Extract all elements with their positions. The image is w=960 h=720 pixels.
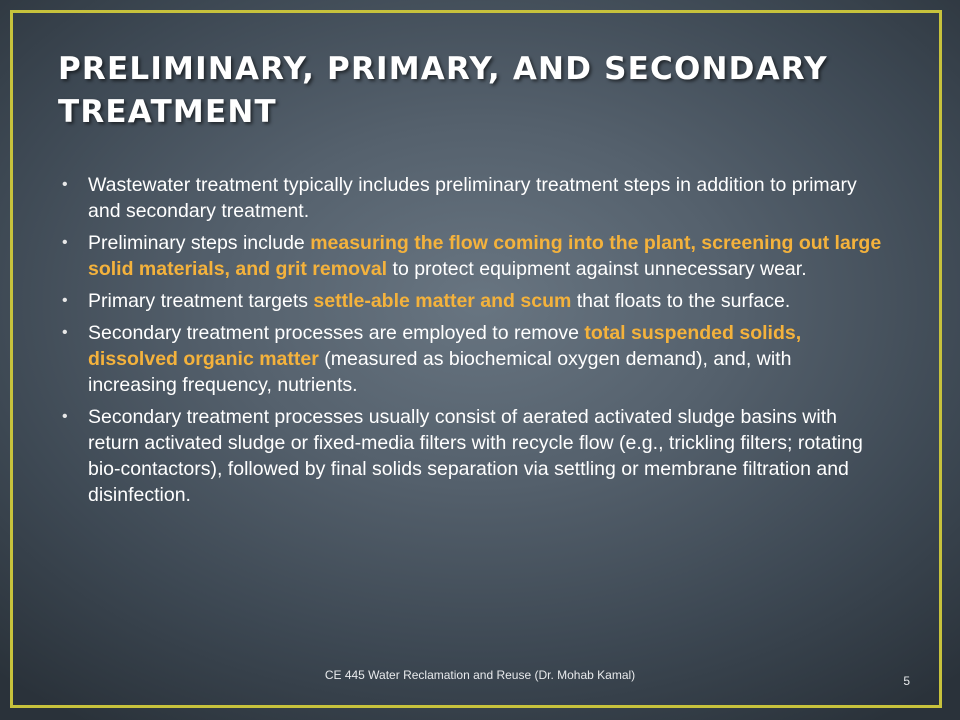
bullet-list (62, 172, 882, 514)
bullet-icon: • (62, 176, 68, 193)
page-number: 5 (903, 674, 910, 688)
highlighted-text: settle-able matter and scum (313, 290, 572, 312)
bullet-text: Preliminary steps include (88, 232, 311, 254)
bullet-text: Wastewater treatment typically includes preliminary treatment steps in addition to primary and secondary treatment. (88, 174, 857, 222)
bullet-icon: • (62, 234, 68, 251)
bullet-item (62, 404, 882, 508)
bullet-text: Secondary treatment processes usually consist of aerated activated sludge basins with return activated sludge or fixed-media filters with recycle flow (e.g., trickling filters; rotating bio-contactors), followed by final solids separation via settling or membrane filtration and disinfection. (88, 406, 863, 506)
bullet-item (62, 172, 882, 224)
bullet-item (62, 288, 882, 314)
bullet-text: that floats to the surface. (571, 290, 791, 312)
bullet-text: (measured as biochemical oxygen demand), and, with increasing frequency, nutrients. (88, 348, 792, 396)
bullet-text: Primary treatment targets (88, 290, 314, 312)
bullet-text: to protect equipment against unnecessary wear. (387, 258, 807, 280)
highlighted-text: measuring the flow coming into the plant, screening out large solid materials, and grit removal (88, 232, 882, 280)
bullet-item (62, 320, 882, 398)
slide-title: PRELIMINARY, PRIMARY, AND SECONDARY TREATMENT (58, 51, 828, 130)
bullet-icon: • (62, 324, 68, 341)
bullet-icon: • (62, 292, 68, 309)
footer-text: CE 445 Water Reclamation and Reuse (Dr. Mohab Kamal) (324, 668, 636, 682)
bullet-text: Secondary treatment processes are employed to remove (88, 322, 585, 344)
bullet-item (62, 230, 882, 282)
highlighted-text: total suspended solids, dissolved organic matter (88, 322, 802, 370)
bullet-icon: • (62, 408, 68, 425)
